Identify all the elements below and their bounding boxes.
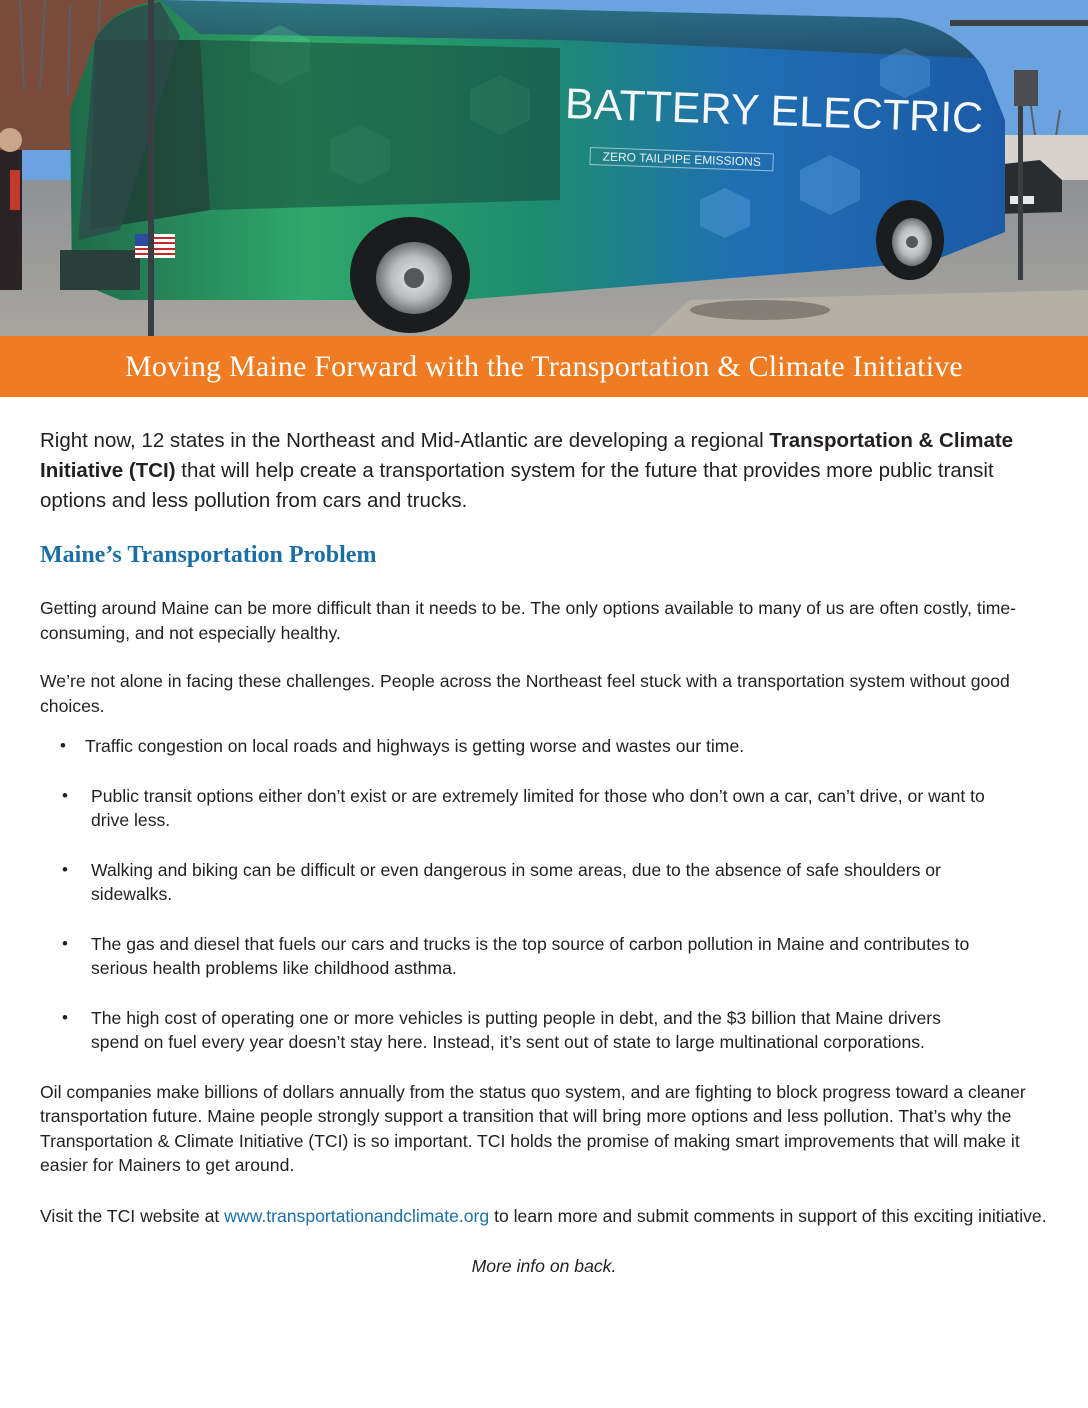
- list-item-text: Walking and biking can be difficult or even dangerous in some areas, due to the absence of safe shoulders or sidewalks.: [91, 859, 941, 904]
- bullet-marker: •: [60, 736, 66, 755]
- bullet-marker: •: [62, 1007, 68, 1027]
- intro-bold-tci: Transportation & Climate Initiative (TCI): [40, 429, 1014, 482]
- tci-website-link[interactable]: www.transportationandclimate.org: [224, 1205, 490, 1226]
- more-info-note: More info on back.: [471, 1256, 617, 1276]
- list-item: [40, 1006, 991, 1055]
- electric-bus-illustration: [0, 0, 1088, 336]
- list-item-text: The gas and diesel that fuels our cars and trucks is the top source of carbon pollution in Maine and contributes to serious health problems like childhood asthma.: [91, 933, 970, 978]
- visit-text-after: to learn more and submit comments in support of this exciting initiative.: [489, 1205, 1047, 1226]
- bystanders: [0, 128, 22, 290]
- page-title: Moving Maine Forward with the Transportation & Climate Initiative: [125, 349, 963, 383]
- bullet-marker: •: [62, 785, 68, 805]
- section-heading: Maine’s Transportation Problem: [40, 542, 377, 568]
- problems-list: [40, 734, 1050, 1055]
- intro-text-before: Right now, 12 states in the Northeast and Mid-Atlantic are developing a regional: [40, 429, 770, 452]
- paragraph-not-alone: We’re not alone in facing these challenges. People across the Northeast feel stuck with a transportation system without good choices.: [40, 671, 1010, 716]
- list-item: [40, 784, 991, 833]
- paragraph-getting-around: Getting around Maine can be more difficult than it needs to be. The only options available to many of us are often costly, time-consuming, and not especially healthy.: [40, 598, 1017, 643]
- list-item-text: Traffic congestion on local roads and highways is getting worse and wastes our time.: [85, 736, 745, 756]
- bus-subline-text: ZERO TAILPIPE EMISSIONS: [589, 147, 774, 171]
- bullet-marker: •: [62, 859, 68, 879]
- paragraph-oil-companies: Oil companies make billions of dollars annually from the status quo system, and are fighting to block progress toward a cleaner transportation future. Maine people strongly support a transition that will bring more options and less pollution. That’s why the Transportation & Climate Initiative (TCI) is so important. TCI holds the promise of making smart improvements that will make it easier for Mainers to get around.: [40, 1081, 1026, 1175]
- title-banner: [0, 336, 1088, 397]
- bus-headline-text: BATTERY ELECTRIC: [564, 80, 984, 143]
- list-item-text: Public transit options either don’t exist or are extremely limited for those who don’t own a car, can’t drive, or want to drive less.: [91, 785, 985, 830]
- paragraph-visit-website: [40, 1204, 1050, 1229]
- list-item: [40, 932, 991, 981]
- list-item: [40, 858, 991, 907]
- bullet-marker: •: [62, 933, 68, 953]
- document-body: [40, 426, 1050, 1278]
- intro-paragraph: [40, 426, 1050, 516]
- intro-text-after: that will help create a transportation system for the future that provides more public transit options and less pollution from cars and trucks.: [40, 459, 994, 512]
- visit-text-before: Visit the TCI website at: [40, 1205, 225, 1226]
- hero-photo: [0, 0, 1088, 336]
- list-item: [40, 734, 985, 759]
- list-item-text: The high cost of operating one or more vehicles is putting people in debt, and the $3 billion that Maine drivers spend on fuel every year doesn’t stay here. Instead, it’s sent out of state to large multinational corporations.: [91, 1007, 941, 1052]
